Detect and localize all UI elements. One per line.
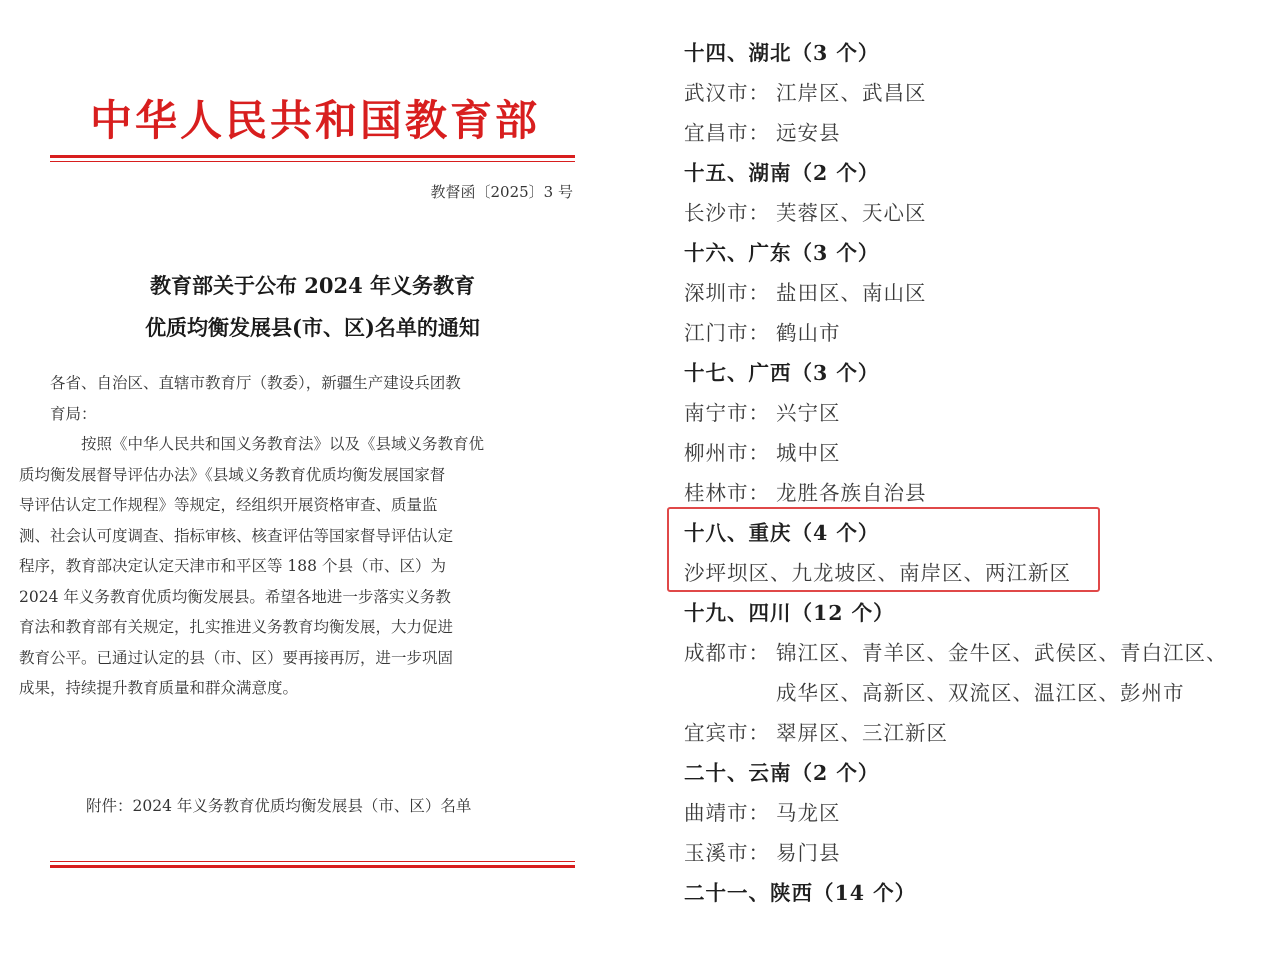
- province-heading: 十六、广东（3 个）: [684, 241, 880, 265]
- district-list: 芙蓉区、天心区: [776, 201, 927, 225]
- county-list-page: [640, 0, 1280, 955]
- district-list: 马龙区: [776, 801, 841, 825]
- city-row: [684, 636, 1228, 666]
- body-line: 测、社会认可度调查、指标审核、核查评估等国家督导评估认定: [19, 526, 454, 545]
- district-list: 翠屏区、三江新区: [776, 721, 948, 745]
- city-name: 成都市：: [684, 641, 770, 665]
- city-row: [684, 716, 948, 746]
- city-row: [684, 76, 927, 106]
- district-list: 锦江区、青羊区、金牛区、武侯区、青白江区、: [776, 641, 1228, 665]
- attachment-note: 附件：2024 年义务教育优质均衡发展县（市、区）名单: [86, 797, 472, 815]
- salutation: [50, 368, 575, 429]
- red-rule-bottom-thin: [50, 861, 575, 862]
- city-name: 长沙市：: [684, 201, 770, 225]
- red-rule-bottom: [50, 865, 575, 868]
- district-list: 江岸区、武昌区: [776, 81, 927, 105]
- city-row: [684, 396, 841, 426]
- province-heading: 十九、四川（12 个）: [684, 601, 895, 625]
- body-line: 按照《中华人民共和国义务教育法》以及《县域义务教育优: [81, 435, 485, 453]
- body-line: 导评估认定工作规程》等规定，经组织开展资格审查、质量监: [19, 496, 438, 514]
- document-body: [19, 368, 575, 704]
- city-name: 深圳市：: [684, 281, 770, 305]
- district-list: 兴宁区: [776, 401, 841, 425]
- body-line: 质均衡发展督导评估办法》《县域义务教育优质均衡发展国家督: [19, 465, 446, 484]
- province-heading: 二十、云南（2 个）: [684, 761, 880, 785]
- document-number: 教督函〔2025〕3 号: [430, 183, 573, 201]
- body-line: 各省、自治区、直辖市教育厅（教委），新疆生产建设兵团教: [50, 374, 461, 392]
- district-list: 易门县: [776, 841, 841, 865]
- district-list: 沙坪坝区、九龙坡区、南岸区、两江新区: [684, 561, 1071, 585]
- province-heading: 十八、重庆（4 个）: [684, 521, 880, 545]
- masthead: 中华人民共和国教育部: [90, 96, 541, 145]
- red-rule-top-thin: [50, 161, 575, 162]
- city-row: [684, 836, 841, 866]
- district-list: 远安县: [776, 121, 841, 145]
- district-list: 城中区: [776, 441, 841, 465]
- district-list-continued: 成华区、高新区、双流区、温江区、彭州市: [776, 681, 1185, 705]
- body-line: 程序，教育部决定认定天津市和平区等 188 个县（市、区）为: [19, 557, 446, 575]
- city-row: [684, 196, 927, 226]
- city-row: [684, 796, 841, 826]
- province-heading: 十七、广西（3 个）: [684, 361, 880, 385]
- city-row: [684, 116, 841, 146]
- city-name: 宜宾市：: [684, 721, 770, 745]
- body-line: 育法和教育部有关规定，扎实推进义务教育均衡发展，大力促进: [19, 618, 454, 636]
- body-paragraph: [19, 429, 575, 704]
- red-rule-top: [50, 155, 575, 158]
- district-list: 盐田区、南山区: [776, 281, 927, 305]
- city-row: [684, 316, 841, 346]
- city-row: [684, 476, 927, 506]
- city-name: 玉溪市：: [684, 841, 770, 865]
- body-line: 成果，持续提升教育质量和群众满意度。: [19, 679, 299, 697]
- province-heading: 十五、湖南（2 个）: [684, 161, 880, 185]
- body-line: 2024 年义务教育优质均衡发展县。希望各地进一步落实义务教: [19, 587, 451, 606]
- province-heading: 二十一、陕西（14 个）: [684, 881, 917, 905]
- city-name: 江门市：: [684, 321, 770, 345]
- city-name: 南宁市：: [684, 401, 770, 425]
- city-row: [684, 276, 927, 306]
- city-name: 柳州市：: [684, 441, 770, 465]
- notice-page: [0, 0, 620, 955]
- document-title-line-1: 教育部关于公布 2024 年义务教育: [149, 273, 476, 298]
- chongqing-highlight-box: [667, 507, 1100, 592]
- district-list: 龙胜各族自治县: [776, 481, 927, 505]
- document-title-line-2: 优质均衡发展县(市、区)名单的通知: [145, 315, 480, 340]
- city-row: [684, 436, 841, 466]
- district-list: 鹤山市: [776, 321, 841, 345]
- city-name: 武汉市：: [684, 81, 770, 105]
- body-line: 教育公平。已通过认定的县（市、区）要再接再厉，进一步巩固: [19, 648, 454, 667]
- body-line: 育局：: [50, 404, 97, 423]
- city-name: 宜昌市：: [684, 121, 770, 145]
- province-heading: 十四、湖北（3 个）: [684, 41, 880, 65]
- city-name: 桂林市：: [684, 481, 770, 505]
- city-name: 曲靖市：: [684, 801, 770, 825]
